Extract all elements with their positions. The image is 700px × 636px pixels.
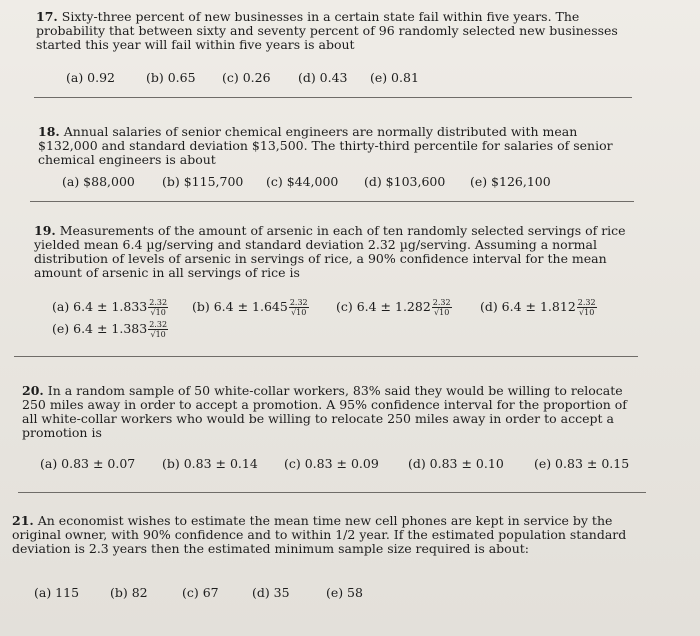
- fraction-denominator: √10: [150, 330, 166, 339]
- question-number: 17.: [36, 9, 58, 24]
- divider: [18, 492, 646, 493]
- option-b[interactable]: (b) 82: [109, 585, 148, 600]
- option-c[interactable]: (c) $44,000: [265, 174, 339, 189]
- question-17: [36, 10, 636, 52]
- option-e[interactable]: [52, 320, 168, 339]
- option-label: (b) 6.4 ± 1.645: [191, 299, 288, 314]
- option-d[interactable]: (d) 0.43: [297, 70, 348, 85]
- option-c[interactable]: (c) 0.83 ± 0.09: [283, 456, 379, 471]
- options-19-row1: [52, 298, 597, 317]
- fraction: [289, 298, 309, 317]
- option-e[interactable]: (e) 0.83 ± 0.15: [533, 456, 630, 471]
- option-a[interactable]: (a) 0.83 ± 0.07: [40, 456, 136, 471]
- option-e[interactable]: (e) 58: [325, 585, 363, 600]
- fraction: [148, 298, 168, 317]
- fraction: [148, 320, 168, 339]
- option-d[interactable]: (d) $103,600: [363, 174, 446, 189]
- option-c[interactable]: (c) 67: [181, 585, 219, 600]
- question-text: Sixty-three percent of new businesses in a certain state fail within five years. The probability that between sixty and seventy percent of 96 randomly selected new businesses started this year will fail within five years is about: [36, 9, 618, 52]
- question-text: Measurements of the amount of arsenic in each of ten randomly selected servings of rice yielded mean 6.4 µg/serving and standard deviation 2.32 µg/serving. Assuming a normal distribution of levels of arsenic in servings of rice, a 90% confidence interval for the mean amount of arsenic in all servings of rice is: [34, 223, 626, 280]
- option-label: (d) 6.4 ± 1.812: [479, 299, 576, 314]
- question-number: 18.: [38, 124, 60, 139]
- question-text: In a random sample of 50 white-collar workers, 83% said they would be willing to relocate 250 miles away in order to accept a promotion. A 95% confidence interval for the proportion of all white-collar workers who would be willing to relocate 250 miles away in order to accept a promotion is: [22, 383, 627, 440]
- question-number: 20.: [22, 383, 44, 398]
- fraction-denominator: √10: [579, 308, 595, 317]
- options-19-row2: [52, 320, 168, 339]
- divider: [34, 97, 632, 98]
- option-a[interactable]: (a) $88,000: [62, 174, 135, 189]
- option-label: (c) 6.4 ± 1.282: [335, 299, 431, 314]
- question-18: [38, 125, 636, 167]
- option-d[interactable]: (d) 35: [251, 585, 290, 600]
- option-b[interactable]: (b) $115,700: [161, 174, 244, 189]
- question-21: [12, 514, 648, 556]
- question-text: An economist wishes to estimate the mean time new cell phones are kept in service by the original owner, with 90% confidence and to within 1/2 year. If the estimated population standard deviation is 2.3 years then the estimated minimum sample size required is about:: [12, 513, 627, 556]
- fraction-numerator: 2.32: [149, 320, 168, 329]
- options-18: [62, 174, 551, 189]
- question-19: [34, 224, 638, 280]
- option-a[interactable]: (a) 115: [34, 585, 80, 600]
- options-20: [40, 456, 629, 471]
- divider: [14, 356, 638, 357]
- options-17: [66, 70, 419, 85]
- option-b[interactable]: (b) 0.83 ± 0.14: [161, 456, 258, 471]
- fraction-denominator: √10: [291, 308, 307, 317]
- fraction-numerator: 2.32: [289, 298, 308, 307]
- option-label: (a) 6.4 ± 1.833: [52, 299, 148, 314]
- option-d[interactable]: [480, 298, 597, 317]
- fraction: [432, 298, 452, 317]
- question-number: 19.: [34, 223, 56, 238]
- question-text: Annual salaries of senior chemical engineers are normally distributed with mean $132,000 and standard deviation $13,500. The thirty-third percentile for salaries of senior chemical engineers is about: [38, 124, 613, 167]
- divider: [30, 201, 634, 202]
- fraction-numerator: 2.32: [577, 298, 596, 307]
- fraction-denominator: √10: [150, 308, 166, 317]
- option-a[interactable]: (a) 0.92: [66, 70, 116, 85]
- option-e[interactable]: (e) 0.81: [369, 70, 419, 85]
- option-d[interactable]: (d) 0.83 ± 0.10: [407, 456, 504, 471]
- option-b[interactable]: (b) 0.65: [145, 70, 196, 85]
- option-label: (e) 6.4 ± 1.383: [52, 321, 148, 336]
- fraction-denominator: √10: [434, 308, 450, 317]
- fraction-numerator: 2.32: [149, 298, 168, 307]
- option-c[interactable]: [336, 298, 476, 317]
- option-a[interactable]: [52, 298, 188, 317]
- options-21: [34, 585, 363, 600]
- option-e[interactable]: (e) $126,100: [469, 174, 551, 189]
- option-c[interactable]: (c) 0.26: [221, 70, 271, 85]
- question-20: [22, 384, 646, 440]
- fraction: [577, 298, 597, 317]
- fraction-numerator: 2.32: [432, 298, 451, 307]
- option-b[interactable]: [192, 298, 332, 317]
- question-number: 21.: [12, 513, 34, 528]
